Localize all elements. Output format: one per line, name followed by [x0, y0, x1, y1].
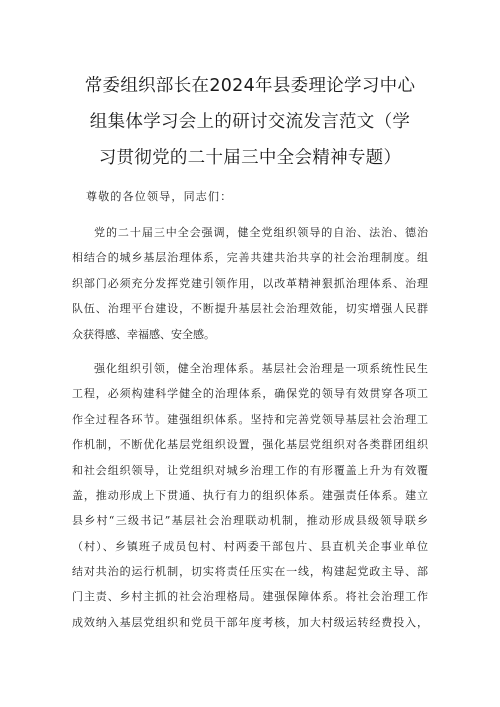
title-line: 组集体学习会上的研讨交流发言范文（学 — [89, 112, 411, 132]
paragraph-line: 作全过程各环节。建强组织体系。坚持和完善党领导基层社会治理工 — [72, 412, 428, 426]
paragraph-line: 作机制，不断优化基层党组织设置，强化基层党组织对各类群团组织 — [72, 438, 428, 452]
paragraph-line: 工程，必须构建科学健全的治理体系，确保党的领导有效贯穿各项工 — [72, 387, 428, 401]
paragraph-line: （村）、乡镇班子成员包村、村两委干部包片、县直机关企事业单位 — [72, 539, 428, 553]
paragraph-line: 织部门必须充分发挥党建引领作用，以改革精神狠抓治理体系、治理 — [72, 276, 428, 290]
paragraph-line: 队伍、治理平台建设，不断提升基层社会治理效能，切实增强人民群 — [72, 302, 428, 316]
paragraph-line: 门主责、乡村主抓的社会治理格局。建强保障体系。将社会治理工作 — [72, 590, 428, 604]
paragraph-line: 相结合的城乡基层治理体系，完善共建共治共享的社会治理制度。组 — [72, 251, 428, 265]
paragraph — [72, 220, 428, 347]
salutation: 尊敬的各位领导，同志们： — [86, 190, 233, 203]
paragraph-line: 成效纳入基层党组织和党员干部年度考核，加大村级运转经费投入， — [72, 615, 428, 629]
title-line: 习贯彻党的二十届三中全会精神专题） — [98, 148, 402, 168]
paragraph-line: 和社会组织领导，让党组织对城乡治理工作的有形覆盖上升为有效覆 — [72, 463, 428, 477]
paragraph-line: 县乡村“三级书记”基层社会治理联动机制，推动形成县级领导联乡 — [72, 514, 428, 528]
document-title — [72, 68, 428, 176]
paragraph-line: 强化组织引领，健全治理体系。基层社会治理是一项系统性民生 — [94, 361, 428, 375]
paragraph-line: 结对共治的运行机制，切实将责任压实在一线，构建起党政主导、部 — [72, 565, 428, 579]
paragraph-line: 众获得感、幸福感、安全感。 — [72, 327, 215, 341]
paragraph-line: 党的二十届三中全会强调，健全党组织领导的自治、法治、德治 — [94, 226, 428, 239]
title-line: 常委组织部长在2024年县委理论学习中心 — [84, 76, 416, 96]
document-body — [72, 220, 428, 635]
paragraph — [72, 356, 428, 635]
paragraph-line: 盖，推动形成上下贯通、执行有力的组织体系。建强责任体系。建立 — [72, 488, 428, 502]
